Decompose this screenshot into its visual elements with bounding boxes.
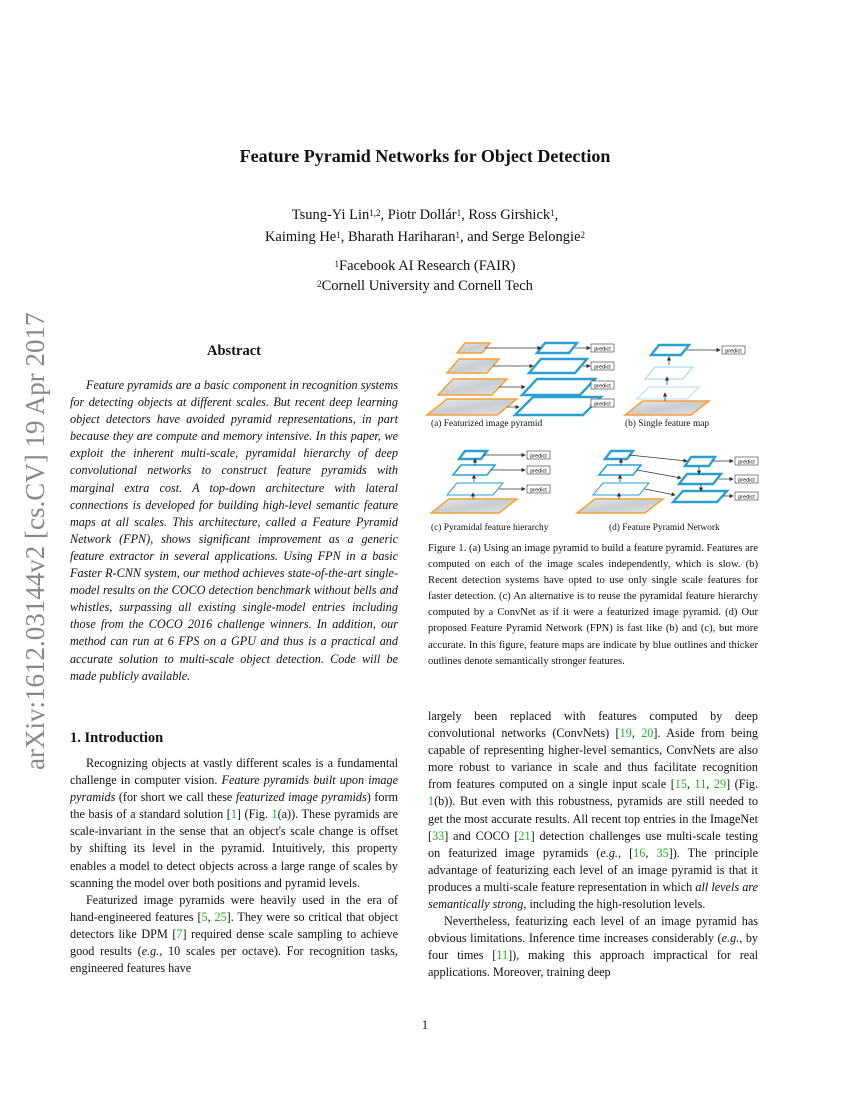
figure-caption: Figure 1. (a) Using an image pyramid to build a feature pyramid. Features are computed on each of the image scales independently, which is slow. (b) Recent detection systems have opted to use only single scale features for faster detection. (c) An alternative is to reuse the pyramidal feature hierarchy computed by a ConvNet as if it were a featurized image pyramid. (d) Our proposed Feature Pyramid Network (FPN) is fast like (b) and (c), but more accurate. In this figure, feature maps are indicate by blue outlines and thicker outlines denote semantically stronger features.	[428, 543, 758, 667]
topdown-d-3	[673, 491, 727, 502]
panel-a	[427, 343, 614, 415]
author-name: Kaiming He	[264, 229, 337, 245]
right-column-text	[428, 708, 758, 982]
affiliations	[0, 256, 850, 296]
arxiv-id: arXiv:1612.03144v2 [cs.CV] 19 Apr 2017	[20, 312, 50, 770]
topdown-d-1	[685, 457, 715, 466]
panel-b	[625, 345, 745, 415]
author-affiliation-mark: 1	[336, 230, 341, 240]
citation-link[interactable]: 11	[496, 948, 509, 963]
affiliation-mark: 2	[317, 279, 322, 289]
citation-link[interactable]: 35	[656, 845, 669, 860]
emphasis: e.g.	[721, 931, 740, 946]
feature-c-3	[447, 483, 503, 495]
abstract-body	[70, 377, 398, 685]
citation-link[interactable]: 15	[674, 777, 687, 792]
bottomup-d-3	[593, 483, 649, 495]
predict-label: predict	[530, 453, 547, 460]
feature-b-top	[651, 345, 689, 355]
predict-label: predict	[594, 346, 611, 353]
author-name: Piotr Dollár	[387, 207, 457, 223]
citation-link[interactable]: 19	[619, 726, 632, 741]
image-level-4	[427, 399, 517, 415]
emphasis: Feature pyramids built upon image pyramids	[70, 773, 398, 805]
citation-link[interactable]: 1	[271, 807, 278, 822]
author-name: Ross Girshick	[468, 207, 551, 223]
figure-1	[425, 335, 765, 535]
predict-label: predict	[594, 383, 611, 390]
subcaption-a: (a) Featurized image pyramid	[431, 419, 543, 429]
citation-link[interactable]: 1	[230, 807, 237, 822]
image-level-2	[447, 359, 499, 373]
abstract-text: Feature pyramids are a basic component in recognition systems for detecting objects at different scales. But recent deep learning object detectors have avoided pyramid representations, in part because they are compute and memory intensive. In this paper, we exploit the inherent multi-scale, pyramidal hierarchy of deep convolutional networks to construct feature pyramids with marginal extra cost. A top-down architecture with lateral connections is developed for building high-level semantic feature maps at all scales. This architecture, called a Feature Pyramid Network (FPN), shows significant improvement as a generic feature extractor in several applications. Using FPN in a basic Faster R-CNN system, our method achieves state-of-the-art single-model results on the COCO detection benchmark without bells and whistles, surpassing all existing single-model entries including those from the COCO 2016 challenge winners. In addition, our method can run at 6 FPS on a GPU and thus is a practical and accurate solution to multi-scale object detection. Code will be made publicly available.	[70, 378, 398, 683]
arxiv-stamp	[20, 290, 60, 770]
right-paragraph-1: largely been replaced with features computed by deep convolutional networks (ConvNets) [19, 20]. Aside from being capable of representing higher-level semantics, ConvNets are also more robust to variance in scale and thus facilitate recognition from features computed on a single input scale [15, 11, 29] (Fig. 1(b)). But even with this robustness, pyramids are still needed to get the most accurate results. All recent top entries in the ImageNet [33] and COCO [21] detection challenges use multi-scale testing on featurized image pyramids (e.g., [16, 35]). The principle advantage of featurizing each level of an image pyramid is that it produces a multi-scale feature representation in which all levels are semantically strong, including the high-resolution levels.	[428, 709, 759, 912]
topdown-d-2	[679, 474, 721, 484]
author-name: Tsung-Yi Lin	[291, 207, 370, 223]
affiliation-name: Cornell University and Cornell Tech	[321, 278, 533, 294]
abstract-heading: Abstract	[207, 343, 261, 359]
predict-label: predict	[530, 468, 547, 475]
image-c	[431, 499, 517, 513]
bottomup-d-1	[605, 451, 633, 459]
emphasis: e.g.	[141, 944, 160, 959]
bottomup-d-2	[599, 465, 641, 475]
right-paragraph-2: Nevertheless, featurizing each level of an image pyramid has obvious limitations. Inference time increases considerably (e.g., by four times [11]), making this approach impractical for real applications. Moreover, training deep	[428, 914, 758, 980]
affiliation	[0, 256, 850, 276]
image-level-3	[438, 379, 507, 395]
feature-b-3	[637, 387, 699, 399]
panel-d	[577, 451, 758, 513]
paper-title: Feature Pyramid Networks for Object Detection	[239, 146, 611, 166]
predict-label: predict	[738, 459, 755, 466]
emphasis: e.g.	[600, 845, 618, 860]
affiliation-mark: 1	[334, 259, 339, 269]
subcaption-d: (d) Feature Pyramid Network	[609, 523, 720, 533]
feature-b-2	[645, 367, 693, 379]
predict-label: predict	[530, 487, 547, 494]
feature-a-1	[537, 343, 577, 353]
author-name: Bharath Hariharan	[347, 229, 456, 245]
author-list	[0, 204, 850, 248]
emphasis: featurized image pyramids	[235, 790, 367, 805]
predict-label: predict	[594, 401, 611, 408]
feature-c-1	[459, 451, 487, 459]
citation-link[interactable]: 25	[214, 909, 227, 924]
author-affiliation-mark: 1	[550, 208, 555, 218]
feature-c-2	[453, 465, 495, 475]
feature-a-4	[515, 397, 601, 415]
subcaption-b: (b) Single feature map	[625, 419, 710, 429]
author-affiliation-mark: 1	[455, 230, 460, 240]
author-affiliation-mark: 1,2	[369, 208, 381, 218]
intro-paragraph-1: Recognizing objects at vastly different scales is a fundamental challenge in computer vision. Feature pyramids built upon image pyramids (for short we call these featurized image pyramids) form the basis of a standard solution [1] (Fig. 1(a)). These pyramids are scale-invariant in the sense that an object's scale change is offset by shifting its level in the pyramid. Intuitively, this property enables a model to detect objects across a large range of scales by scanning the model over both positions and pyramid levels.	[70, 756, 398, 890]
affiliation	[0, 276, 850, 296]
intro-paragraph-2: Featurized image pyramids were heavily used in the era of hand-engineered features [5, 25]. They were so critical that object detectors like DPM [7] required dense scale sampling to achieve good results (e.g., 10 scales per octave). For recognition tasks, engineered features have	[70, 892, 398, 976]
panel-c	[431, 451, 550, 513]
citation-link[interactable]: 16	[633, 845, 646, 860]
authors-line-2: Kaiming He$^1$, Bharath Hariharan$^1$, and Serge Belongie$^2$	[264, 229, 586, 245]
image-d	[577, 499, 663, 513]
citation-link[interactable]: 29	[713, 777, 727, 792]
subcaption-c: (c) Pyramidal feature hierarchy	[431, 523, 549, 533]
citation-link[interactable]: 11	[694, 777, 707, 792]
feature-a-2	[529, 359, 587, 373]
affiliation-name: Facebook AI Research (FAIR)	[339, 258, 516, 274]
image-b	[625, 401, 709, 415]
citation-link[interactable]: 33	[432, 828, 445, 843]
author-affiliation-mark: 2	[580, 230, 586, 240]
citation-link[interactable]: 7	[176, 926, 183, 941]
authors-line-1: Tsung-Yi Lin$^{1,2}$, Piotr Dollár$^1$, Ross Girshick$^1$,	[291, 207, 559, 223]
intro-heading: 1. Introduction	[70, 730, 164, 746]
author-affiliation-mark: 1	[456, 208, 462, 218]
predict-label: predict	[594, 364, 611, 371]
predict-label: predict	[738, 477, 755, 484]
feature-a-3	[522, 379, 595, 395]
emphasis: all levels are semantically strong	[428, 879, 758, 912]
citation-link[interactable]: 1	[428, 794, 435, 809]
predict-label: predict	[725, 348, 742, 355]
citation-link[interactable]: 5	[201, 909, 208, 924]
page-number: 1	[421, 1018, 429, 1032]
intro-body	[70, 755, 398, 977]
author-name: Serge Belongie	[491, 229, 581, 245]
citation-link[interactable]: 20	[641, 726, 654, 741]
predict-label: predict	[738, 494, 755, 501]
citation-link[interactable]: 21	[518, 828, 531, 843]
